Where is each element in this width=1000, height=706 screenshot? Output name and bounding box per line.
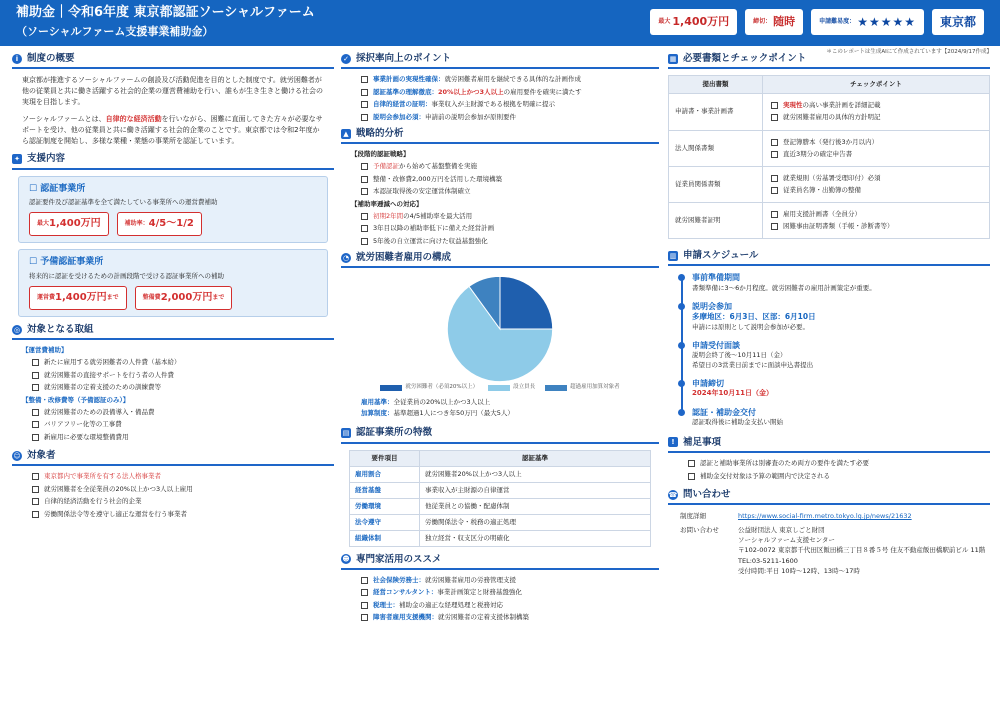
lightbulb-icon: ✓ [341,54,351,64]
info-icon: i [12,54,22,64]
checklist-item: 就労困難者の直接サポートを行う者の人件費 [12,371,334,379]
checklist-item: 整備・改修費2,000万円を活用した環境構築 [341,175,659,183]
checklist-item: 認証と補助事業所は別審査のため両方の要件を満たす必要 [668,459,990,467]
target-group-label: 【整備・改修費等（予備認証のみ）】 [22,395,130,404]
pie-slice [500,277,553,330]
employment-standard: 雇用基準：全従業員の20%以上かつ3人以上 [361,398,491,407]
target-group-label: 【運営費補助】 [22,346,68,355]
chart-icon: ▲ [341,129,351,139]
overview-heading: i 制度の概要 [12,52,334,69]
timeline-item: 申請受付面談 説明会終了後〜10月11日（金） 希望日の3営業日前までに面談申込書提出 [692,340,990,370]
table-header: チェックポイント [763,76,990,94]
targets-heading: ◎ 対象となる取組 [12,323,334,340]
preliminary-title: ☐ 予備認証事業所 [29,257,104,268]
people-icon: ☺ [13,451,21,460]
features-table [349,450,651,547]
table-row: 雇用割合 就労困難者20%以上かつ3人以上 [350,466,651,482]
experts-heading: ☻ 専門家活用のススメ [341,553,659,570]
bonus-system: 加算制度：基準超過1人につき年50万円（最大5人） [361,409,514,418]
column-left [12,52,334,522]
legend-swatch [380,385,402,391]
column-middle [341,52,659,626]
table-header: 提出書類 [669,76,763,94]
checklist-item: 経営コンサルタント：事業計画策定と財務基盤強化 [341,588,659,596]
checklist-item: 認証基準の理解徹底：20%以上かつ3人以上の雇用要件を確実に満たす [341,88,659,96]
timeline-item: 申請締切 2024年10月11日（金） [692,378,990,399]
checklist-item: 就労困難者のための設備導入・備品費 [12,408,334,416]
legend-swatch [488,385,510,391]
checklist-item: 税理士：補助金の適正な経理処理と税務対応 [341,601,659,609]
checklist-item: 新雇用に必要な環境整備費用 [12,433,334,441]
deadline-badge: 締切： 随時 [745,9,803,35]
pie-chart-icon: ◔ [342,253,350,262]
page-header [0,0,1000,46]
checklist-item: 自律的経済活動を行う社会的企業 [12,497,334,505]
table-row: 労働環境 他従業員との協働・配慮体制 [350,498,651,514]
table-header: 認証基準 [420,450,651,466]
checklist-item: 障害者雇用支援機関：就労困難者の定着支援体制構築 [341,613,659,621]
difficulty-stars: ★★★★★ [857,14,916,29]
subsidy-rate-pill: 補助率： 4/5〜1/2 [117,212,202,236]
checklist-item: 予備認証から始めて基盤整備を実施 [341,162,659,170]
checklist-item: 補助金交付対象は予算の範囲内で決定される [668,472,990,480]
strategy-group-label: 【段階的認証戦略】 [351,150,410,159]
phone-icon: ☎ [668,490,678,499]
warning-icon: ! [668,437,678,447]
strategy-heading: ▲ 戦略的分析 [341,127,659,144]
contact-org-row: お問い合わせ 公益財団法人 東京しごと財団 ソーシャルファーム支援センター 〒102-0072 東京都千代田区飯田橋三丁目８番５号 住友不動産飯田橋駅前ビル 11階 TEL:03-5211-1600 受付時間:平日 10時〜12時、13時〜17時 [680,526,986,575]
timeline-item: 認証・補助金交付 認証取得後に補助金支払い開始 [692,407,990,428]
table-row: 組織体制 独立経営・収支区分の明確化 [350,530,651,546]
table-row: 申請書・事業計画書 実現性の高い事業計画を詳細記載 就労困難者雇用の具体的方針明記 [669,94,990,130]
eligible-heading: ☺ 対象者 [12,449,334,466]
table-header: 要件項目 [350,450,420,466]
legend-swatch [545,385,567,391]
points-heading: ✓ 採択率向上のポイント [341,52,659,69]
preliminary-desc: 将来的に認証を受けるための計画段階で受ける認証事業所への補助 [29,271,224,280]
page-subtitle: （ソーシャルファーム支援事業補助金） [16,25,214,38]
table-row: 就労困難者証明 雇用支援計画書（全員分） 困難事由証明書類（手帳・診断書等） [669,202,990,238]
checklist-item: 新たに雇用する就労困難者の人件費（基本給） [12,358,334,366]
features-heading: ▤ 認証事業所の特徴 [341,426,659,443]
max-amount-pill: 最大 1,400万円 [29,212,109,236]
handshake-icon: ✦ [12,154,22,164]
header-badges [650,9,984,35]
timeline-item: 事前準備期間 書類準備に3〜6か月程度。就労困難者の雇用計画策定が重要。 [692,272,990,293]
checklist-item: 説明会参加必須：申請前の説明会参加が原則要件 [341,113,659,121]
checklist-item: 東京都内で事業所を有する法人格事業者 [12,472,334,480]
detail-link[interactable]: https://www.social-firm.metro.tokyo.lg.jp/news/21632 [738,512,912,521]
pie-legend [341,384,659,392]
docs-heading: ▦ 必要書類とチェックポイント [668,52,990,69]
legend-item: 超過雇用加算対象者 [545,384,620,392]
certified-box [18,176,328,244]
contact-heading: ☎ 問い合わせ [668,488,990,505]
employment-pie-chart [341,274,659,384]
column-right [668,52,990,580]
difficulty-badge: 申請難易度： ★★★★★ [811,9,924,35]
checklist-item: 本認証取得後の安定運営体制確立 [341,187,659,195]
checklist-item: 就労困難者を全従業員の20%以上かつ3人以上雇用 [12,485,334,493]
ai-note: ＊このレポートは生成AIにて作成されています【2024/9/17作成】 [826,49,992,55]
facility-cost-pill: 整備費 2,000万円 まで [135,286,233,310]
checklist-item: 社会保険労務士：就労困難者雇用の労務管理支援 [341,576,659,584]
legend-item: 就労困難者（必須20%以上） [380,384,478,392]
checklist-item: 3年目以降の補助率低下に備えた経営計画 [341,224,659,232]
region-badge: 東京都 [932,9,984,35]
table-row: 法人関係書類 登記簿謄本（発行後3か月以内） 直近3期分の確定申告書 [669,130,990,166]
checklist-item: 5年後の自立運営に向けた収益基盤強化 [341,237,659,245]
pie-chart-container [341,274,659,384]
support-heading: ✦ 支援内容 [12,152,334,169]
employment-heading: ◔ 就労困難者雇用の構成 [341,251,659,268]
contact-url-row: 制度詳細 https://www.social-firm.metro.tokyo.lg.jp/news/21632 [680,512,912,521]
checklist-item: 就労困難者の定着支援のための訓練費等 [12,383,334,391]
page-title: 補助金｜令和6年度 東京都認証ソーシャルファーム [16,5,315,20]
table-row: 法令遵守 労働関係法令・税務の適正処理 [350,514,651,530]
table-row: 経営基盤 事業収入が主財源の自律運営 [350,482,651,498]
overview-text-2: ソーシャルファームとは、自律的な経済活動を行いながら、困難に直面してきた方々が必要なサポートを受け、他の従業員と共に働き活躍する社会的企業のことです。東京都では令和2年度から認証制度を開始し、多様な業種・業態の事業所を認証しています。 [22,114,323,145]
user-tie-icon: ☻ [342,555,350,564]
strategy-group-label: 【補助率逓減への対応】 [351,199,423,208]
legend-item: 設立員長 [488,384,535,392]
certified-desc: 認証要件及び認証基準を全て満たしている事業所への運営費補助 [29,198,218,207]
extra-heading: ! 補足事項 [668,436,990,453]
timeline-item: 説明会参加 多摩地区：6月3日、区部：6月10日 申請には原則として説明会参加が必要。 [692,301,990,332]
building-icon: ▤ [342,428,350,437]
operating-cost-pill: 運営費 1,400万円 まで [29,286,127,310]
max-amount-badge: 最大 1,400万円 [650,9,737,35]
schedule-timeline [668,272,990,427]
overview-text-1: 東京都が推進するソーシャルファームの創設及び活動促進を目的とした制度です。就労困難者が他の従業員と共に働き活躍する社会的企業の運営費補助を行い、誰もが生き生きと働ける社会の実現を目指します。 [22,76,323,106]
checklist-item: 事業計画の実現性確保：就労困難者雇用を継続できる具体的な計画作成 [341,75,659,83]
calendar-icon: ▥ [669,251,677,260]
docs-table [668,75,990,239]
preliminary-box [18,249,328,317]
target-icon: ◎ [13,325,21,334]
clipboard-icon: ▦ [669,54,677,63]
checklist-item: 初期2年間の4/5補助率を最大活用 [341,212,659,220]
certified-title: ☐ 認証事業所 [29,183,86,194]
checklist-item: 自律的経営の証明：事業収入が主財源である根拠を明確に提示 [341,100,659,108]
schedule-heading: ▥ 申請スケジュール [668,249,990,266]
table-row: 従業員関係書類 就業規則（労基署受理印付）必須 従業員名簿・出勤簿の整備 [669,166,990,202]
checklist-item: バリアフリー化等の工事費 [12,420,334,428]
checklist-item: 労働関係法令等を遵守し適正な運営を行う事業者 [12,510,334,518]
